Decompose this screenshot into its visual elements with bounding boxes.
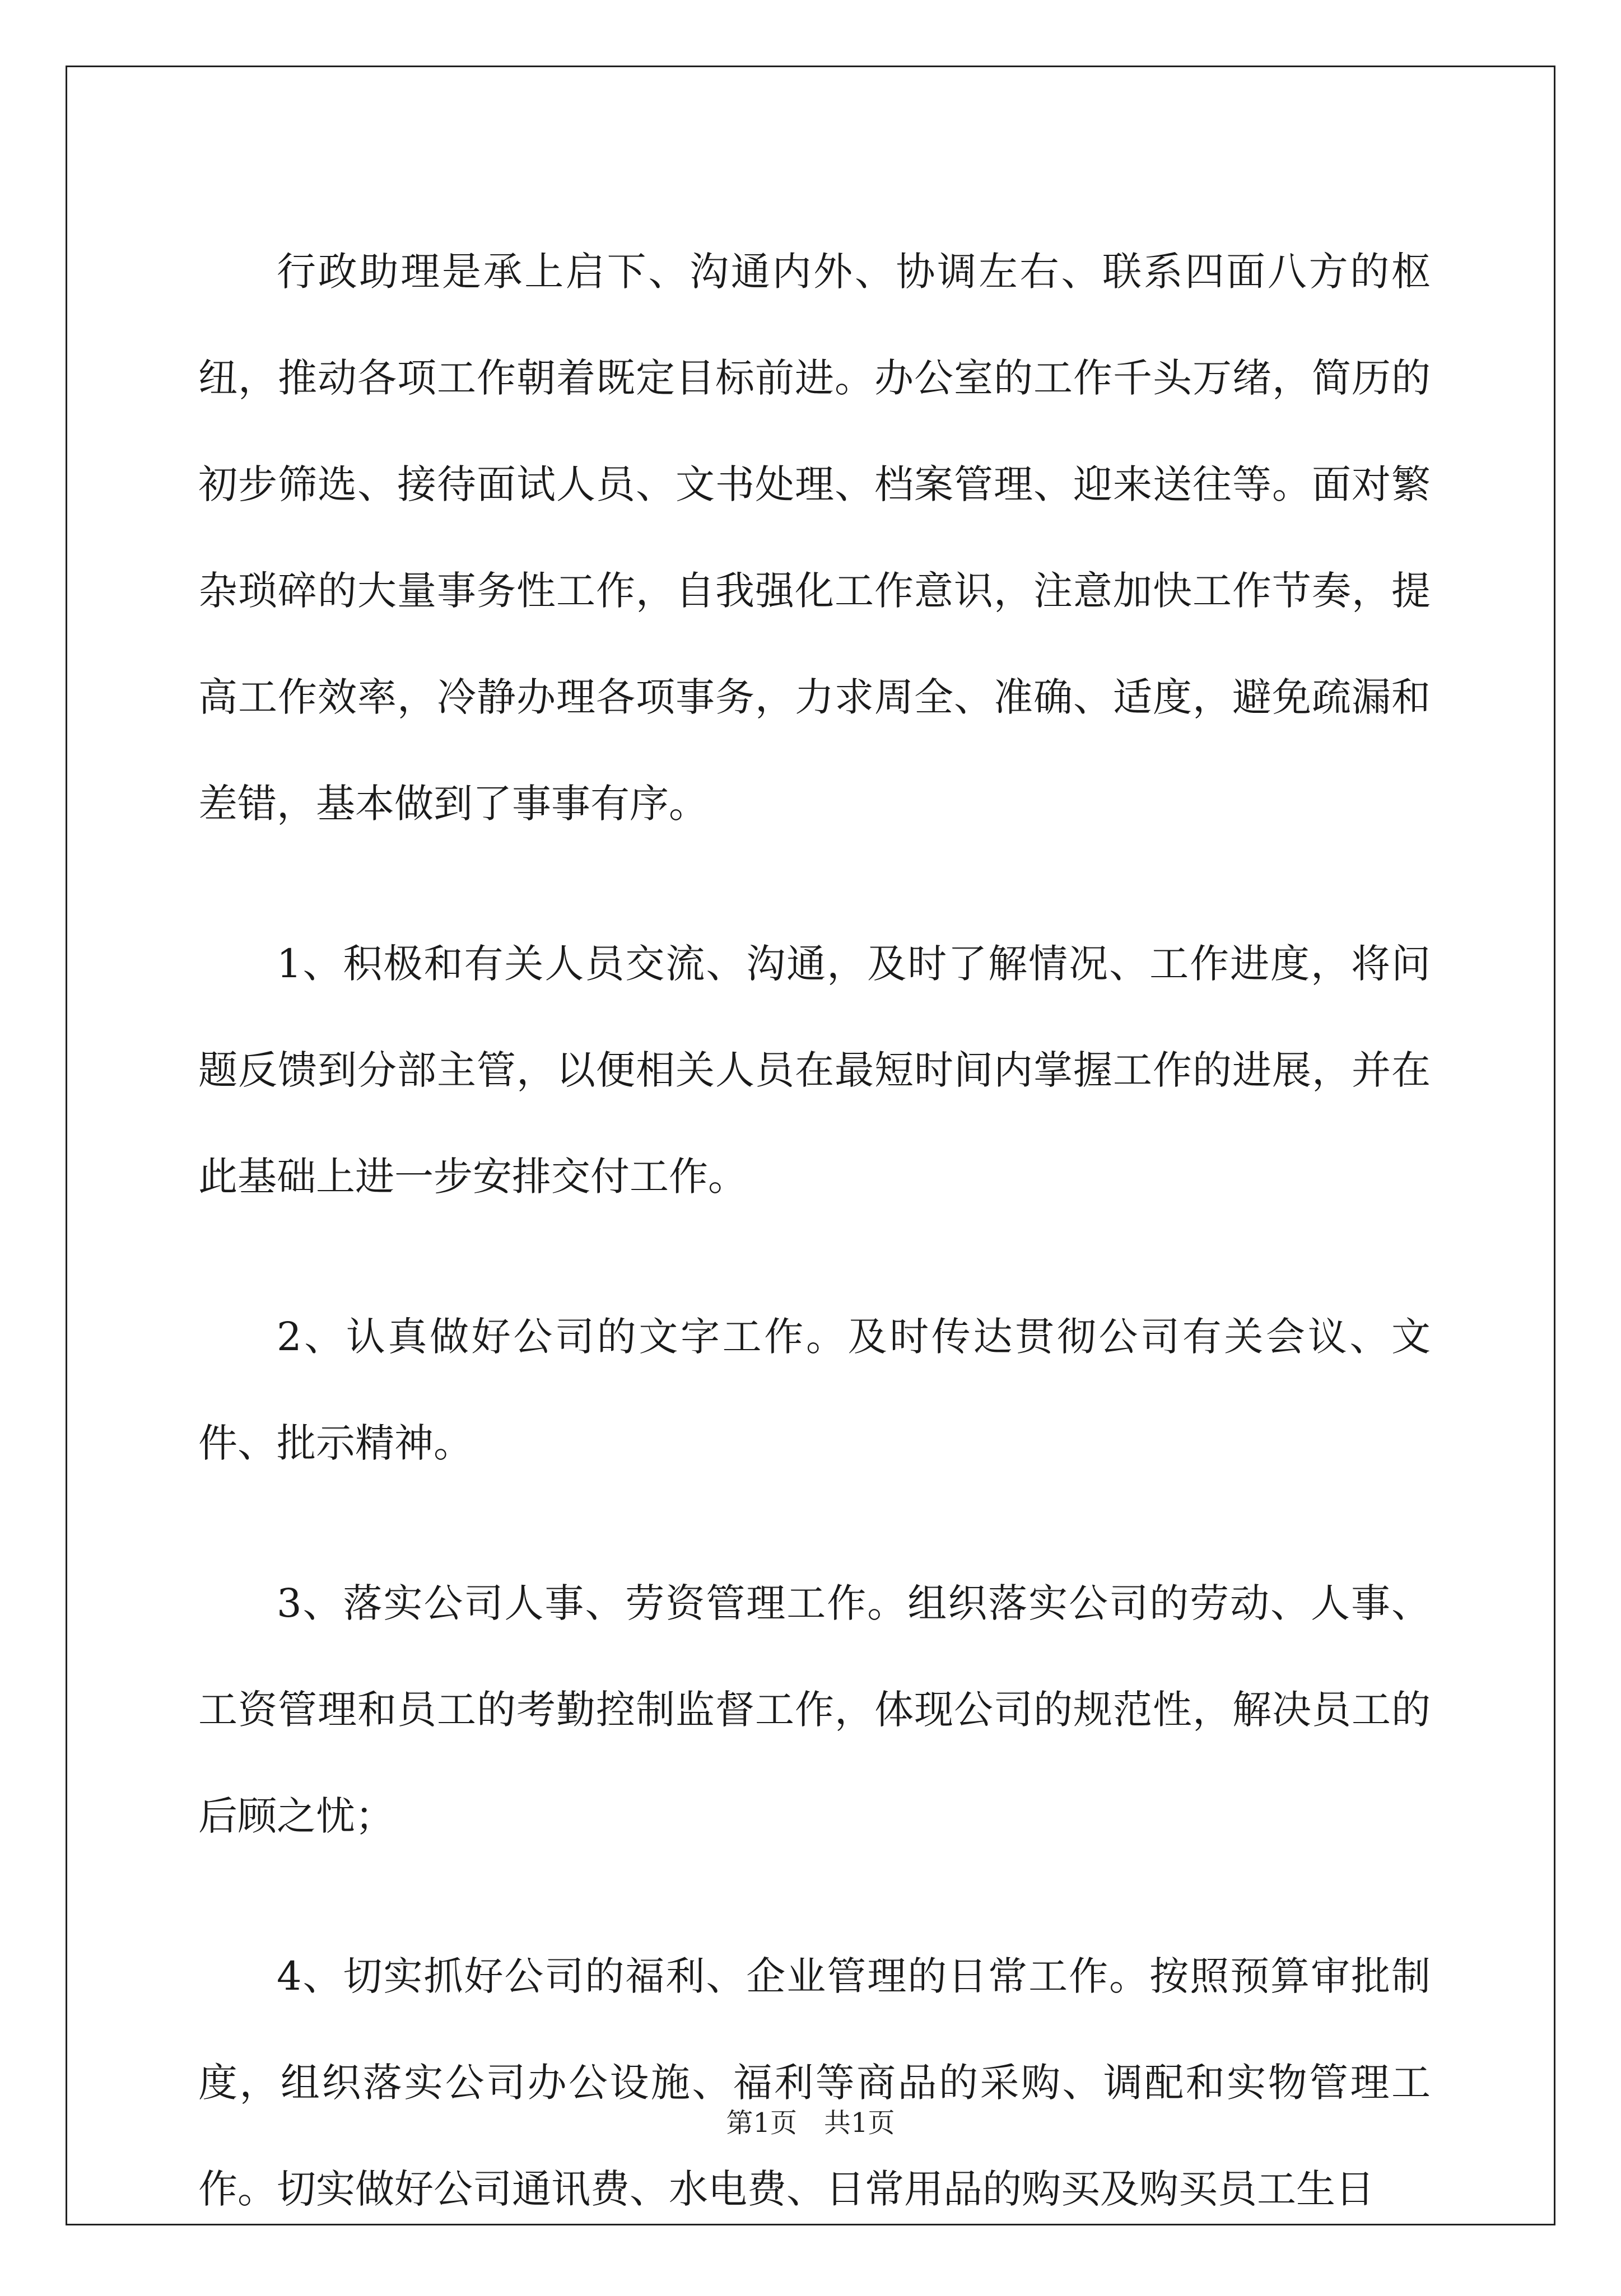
paragraph-item-2: 2、认真做好公司的文字工作。及时传达贯彻公司有关会议、文件、批示精神。 (198, 1314, 1431, 1466)
paragraph-item-4: 4、切实抓好公司的福利、企业管理的日常工作。按照预算审批制度，组织落实公司办公设施、福利等商品的采购、调配和实物管理工作。切实做好公司通讯费、水电费、日常用品的购买及购买员工生日 (198, 1953, 1431, 2212)
page-number-footer: 第1页 共1页 (726, 2107, 895, 2139)
paragraph-intro: 行政助理是承上启下、沟通内外、协调左右、联系四面八方的枢纽，推动各项工作朝着既定目标前进。办公室的工作千头万绪，简历的初步筛选、接待面试人员、文书处理、档案管理、迎来送往等。面对繁杂琐碎的大量事务性工作，自我强化工作意识，注意加快工作节奏，提高工作效率，冷静办理各项事务，力求周全、准确、适度，避免疏漏和差错，基本做到了事事有序。 (198, 249, 1431, 827)
paragraph-item-1: 1、积极和有关人员交流、沟通，及时了解情况、工作进度，将问题反馈到分部主管，以便相关人员在最短时间内掌握工作的进展，并在此基础上进一步安排交付工作。 (198, 941, 1431, 1200)
document-body (198, 218, 1431, 2296)
paragraph-item-3: 3、落实公司人事、劳资管理工作。组织落实公司的劳动、人事、工资管理和员工的考勤控制监督工作，体现公司的规范性，解决员工的后顾之忧； (198, 1580, 1431, 1839)
